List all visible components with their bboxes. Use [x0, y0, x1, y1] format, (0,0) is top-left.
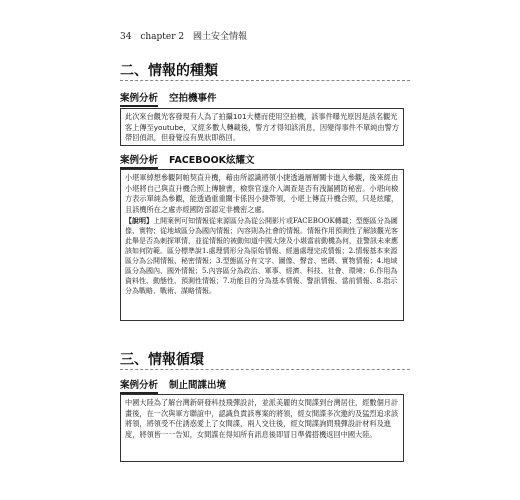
case-tag: 案例分析: [120, 152, 158, 169]
case-heading-facebook: [120, 152, 255, 166]
section-divider: [120, 80, 410, 81]
case-tag: 案例分析: [120, 90, 158, 107]
case-heading-drone: [120, 90, 217, 104]
case-body: 中國大陸為了解台灣新研發科技飛彈設計，並派美麗的女間諜到台灣居住，經數個月計畫後，在一次與軍方聯誼中，認識負責該專案的將領，經女間諜多次邀約及猛烈追求該將領，將領受不住誘惑愛上了女間諜，兩人交往後，經女間諜詢問飛彈設計材料及進度，將領皆一一告知，女間諜在得知所有訊息後即冒日準備搭機返回中國大陸。: [125, 398, 399, 439]
case-title: 制止間諜出境: [169, 380, 227, 391]
section-title-intel-types: 二、情報的種類: [120, 63, 218, 79]
explanation-text: 上開案例可知情報從來源區分為從公開影片或FACEBOOK轉載；型態區分為圖像、實物；從地域區分為國內情報；內容則為社會的情報。情報作用預測性了解該觀光客此舉是否為刺探軍情，並從情報的被動知道中國大陸及小堪當前動機為何，並警訊未來應該如何防範。區分標準說1.處理情形分為原始情報、經過處理完成情報；2.情報基本來源區分為公開情報、秘密情報；3.型態區分有文字、圖像、聲音、密碼、實物情報；4.地域區分為國內、國外情報；5.內容區分為政治、軍事、經濟、科技、社會、環境；6.作用為資料性、動態性、預測性情報；7.功能目的分為基本情報、警訊情報、當前情報、8.指示分為戰略、戰術、謀略情報。: [125, 217, 398, 296]
chapter-label: chapter 2: [140, 32, 185, 42]
chapter-title: 國土安全情報: [193, 32, 248, 42]
case-title: FACEBOOK炫耀文: [169, 155, 255, 166]
running-header: [120, 29, 253, 42]
page-number: 34: [120, 32, 132, 42]
case-title: 空拍機事件: [169, 93, 217, 104]
case-box-drone: [120, 108, 404, 146]
case-body: 小堪軍綽想參觀阿帕契直升機，藉由所認識將領小捷透過層層關卡進入參觀，後來經由小堪將自己與直升機合照上傳臉書，檢察官遂介入調查是否有洩漏國防秘密。小堪向檢方表示單純為參觀，能透過重重關卡係因小捷帶領，小堪上傳直升機合照，只是炫耀，且該機所在之處亦經國防部認定非機密之處。: [125, 173, 399, 214]
explanation-paragraph: [125, 216, 399, 296]
section-divider: [120, 369, 410, 370]
case-tag: 案例分析: [120, 377, 158, 394]
case-box-spy: [120, 394, 404, 462]
section-title-intel-cycle: 三、情報循環: [120, 352, 204, 368]
case-box-facebook: [120, 169, 404, 321]
case-body: 此次來台觀光客發現有人為了拍攝101大樓而使用空拍機，該事件曝光原因是該名觀光客上傳至youtube，又經多數人轉載後，警方才得知該消息，因變得事件不單純由警方帶回偵訊，但發覺沒有異狀即飭回。: [125, 112, 399, 143]
case-heading-spy: [120, 377, 226, 391]
explanation-label: 【說明】: [125, 216, 153, 226]
